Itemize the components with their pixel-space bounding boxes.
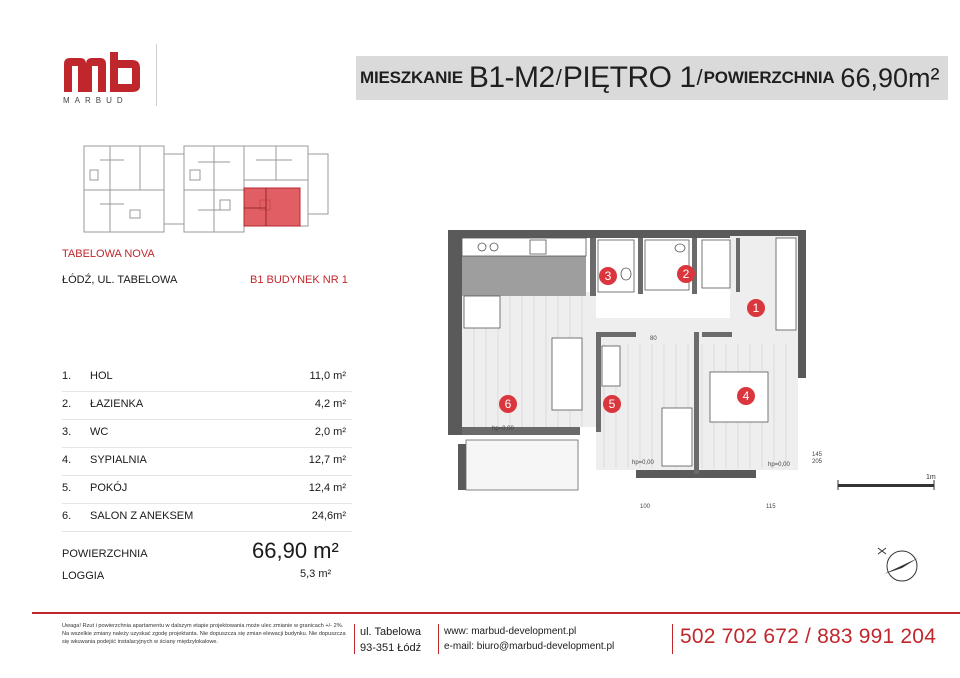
total-area-value: 66,90 m² <box>252 538 339 563</box>
room-number: 4. <box>62 454 72 466</box>
footer-separator <box>672 624 673 654</box>
contact-info <box>444 624 614 654</box>
room-area: 4,2 m² <box>314 398 346 410</box>
room-name: POKÓJ <box>90 482 128 494</box>
title-separator: / <box>555 65 562 90</box>
room-number: 2. <box>62 398 72 410</box>
room-name: SYPIALNIA <box>90 454 147 466</box>
room-area: 2,0 m² <box>314 426 346 438</box>
title-bar <box>356 56 948 100</box>
logo-divider <box>156 44 157 106</box>
room-name: HOL <box>90 370 113 382</box>
room-name: SALON Z ANEKSEM <box>90 510 194 522</box>
total-area-label: POWIERZCHNIA <box>62 548 148 560</box>
room-number: 5. <box>62 482 72 494</box>
north-arrow-icon <box>874 546 924 586</box>
flat-label: MIESZKANIE <box>360 68 463 87</box>
room-name: WC <box>90 426 109 438</box>
brand-name: MARBUD <box>63 96 128 105</box>
table-row <box>62 420 352 448</box>
address <box>360 624 421 656</box>
level-label: hp=0,00 <box>768 462 790 468</box>
level-label: hp=0,00 <box>632 460 654 466</box>
table-row <box>62 448 352 476</box>
footer-separator <box>438 624 439 654</box>
room-area: 12,7 m² <box>308 454 346 466</box>
room-area: 12,4 m² <box>308 482 346 494</box>
project-location: ŁÓDŹ, UL. TABELOWA <box>62 274 178 286</box>
room-name: ŁAZIENKA <box>90 398 144 410</box>
table-row <box>62 364 352 392</box>
footer-separator <box>354 624 355 654</box>
dimension-label: 100 <box>640 504 651 510</box>
title-separator: / <box>696 65 703 90</box>
room-marker: 4 <box>742 389 750 403</box>
area-label: POWIERZCHNIA <box>703 68 835 87</box>
room-marker: 3 <box>604 269 612 283</box>
table-row <box>62 392 352 420</box>
phone-numbers[interactable]: 502 702 672 / 883 991 204 <box>680 625 937 648</box>
room-marker: 5 <box>608 397 616 411</box>
building-key-plan <box>80 140 335 240</box>
website-link[interactable]: www: marbud-development.pl <box>444 626 577 637</box>
rooms-table <box>62 364 352 532</box>
table-row <box>62 476 352 504</box>
room-number: 1. <box>62 370 72 382</box>
level-label: hp=0,00 <box>492 426 514 432</box>
dimension-label: 80 <box>650 336 657 342</box>
dimension-label: 145 <box>812 452 823 458</box>
room-number: 6. <box>62 510 72 522</box>
room-number: 3. <box>62 426 72 438</box>
email-link[interactable]: e-mail: biuro@marbud-development.pl <box>444 641 615 652</box>
apartment-floor-plan <box>440 222 940 522</box>
room-marker: 2 <box>682 267 690 281</box>
project-name: TABELOWA NOVA <box>62 248 155 260</box>
room-marker: 6 <box>504 397 512 411</box>
address-line: 93-351 Łódź <box>360 642 422 654</box>
room-marker: 1 <box>752 301 760 315</box>
room-area: 24,6m² <box>311 510 346 522</box>
marbud-logo <box>58 46 158 116</box>
footer-divider <box>32 612 960 614</box>
room-area: 11,0 m² <box>309 370 346 382</box>
flat-area: 66,90m² <box>840 62 940 93</box>
scale-label: 1m <box>926 474 936 481</box>
loggia-label: LOGGIA <box>62 570 105 582</box>
dimension-label: 115 <box>766 504 776 510</box>
loggia-value: 5,3 m² <box>300 568 332 580</box>
flat-code: B1-M2 <box>468 61 555 94</box>
building-name: B1 BUDYNEK NR 1 <box>250 274 348 286</box>
floor-label: PIĘTRO 1 <box>562 61 696 94</box>
dimension-label: 205 <box>812 459 823 465</box>
address-line: ul. Tabelowa <box>360 626 421 638</box>
disclaimer-text: Uwaga! Rzut i powierzchnia apartamentu w dalszym etapie projektowania może ulec zmianie w granicach +/- 2%. Na wszelkie zmiany należy uzyskać zgodę projektanta. Nie dopuszcza się zmian elewacji budynku. Nie dopuszcza się wkuwania podejść instalacyjnych w ściany międzylokalowe. <box>62 623 346 645</box>
table-row <box>62 504 352 532</box>
